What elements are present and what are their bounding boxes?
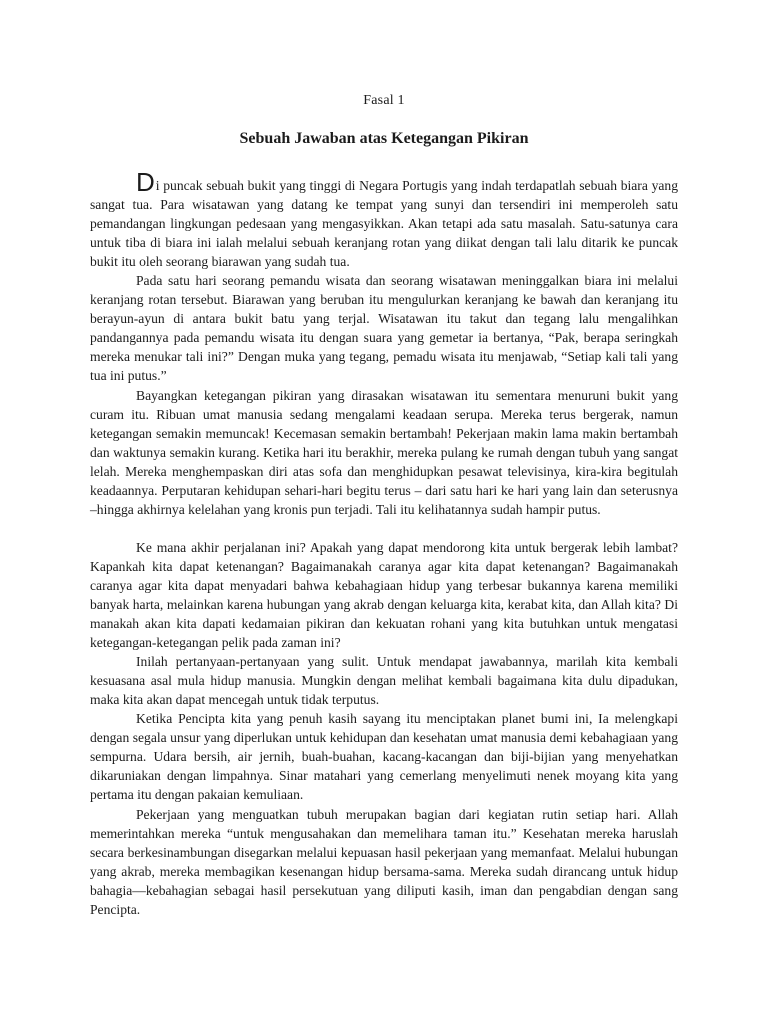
paragraph-6: Ketika Pencipta kita yang penuh kasih sayang itu menciptakan planet bumi ini, Ia melengkapi dengan segala unsur yang diperlukan untuk kehidupan dan kesehatan umat manusia demi kebahagiaan yang sempurna. Udara bersih, air jernih, buah-buahan, kacang-kacangan dan biji-bijian yang menyehatkan dikaruniakan dengan limpahnya. Sinar matahari yang cemerlang menyelimuti nenek moyang kita yang pertama itu dengan pakaian kemuliaan. <box>90 711 678 803</box>
paragraph-7: Pekerjaan yang menguatkan tubuh merupakan bagian dari kegiatan rutin setiap hari. Allah memerintahkan mereka “untuk mengusahakan dan memelihara taman itu.” Kesehatan mereka haruslah secara berkesinambungan disegarkan melalui kepuasan hasil pekerjaan yang memanfaat. Melalui hubungan yang akrab, mereka membagikan kesenangan hidup bersama-sama. Mereka sudah dirancang untuk hidup bahagia—kebahagian sebagai hasil persekutuan yang diliputi kasih, iman dan pengabdian dengan sang Pencipta. <box>90 806 678 917</box>
drop-cap-letter: D <box>136 167 155 197</box>
paragraph-5: Inilah pertanyaan-pertanyaan yang sulit. Untuk mendapat jawabannya, marilah kita kembali kesuasana asal mula hidup manusia. Mungkin dengan melihat kembali bagaimana kita dulu dipadukan, maka kita akan dapat mencegah untuk tidak terputus. <box>90 654 678 708</box>
paragraph-1 <box>90 167 678 271</box>
paragraph-1-text: i puncak sebuah bukit yang tinggi di Negara Portugis yang indah terdapatlah sebuah biara yang sangat tua. Para wisatawan yang datang ke tempat yang sunyi dan tersendiri ini memperoleh satu pemandangan lingkungan pedesaan yang mengasyikkan. Akan tetapi ada satu masalah. Satu-satunya cara untuk tiba di biara ini ialah melalui sebuah keranjang rotan yang diikat dengan tali lalu ditarik ke puncak bukit itu oleh seorang biarawan yang sudah tua. <box>90 178 678 270</box>
paragraph-2: Pada satu hari seorang pemandu wisata dan seorang wisatawan meninggalkan biara ini melalui keranjang rotan tersebut. Biarawan yang beruban itu mengulurkan keranjang ke bawah dan keranjang itu berayun-ayun di antara bukit batu yang terjal. Wisatawan itu takut dan tegang lalu mengalihkan pandangannya pada pemandu wisata itu dengan suara yang gemetar ia bertanya, “Pak, berapa seringkah mereka menukar tali ini?” Dengan muka yang tegang, pemadu wisata itu menjawab, “Setiap kali tali yang tua ini putus.” <box>90 273 678 384</box>
paragraph-3: Bayangkan ketegangan pikiran yang dirasakan wisatawan itu sementara menuruni bukit yang curam itu. Ribuan umat manusia sedang mengalami keadaan serupa. Mereka terus bergerak, namun ketegangan semakin memuncak! Kecemasan semakin bertambah! Pekerjaan makin lama makin bertambah dan waktunya semakin kurang. Ketika hari itu berakhir, mereka pulang ke rumah dengan tubuh yang sangat lelah. Mereka menghempaskan diri atas sofa dan menghidupkan pesawat televisinya, kira-kira begitulah keadaannya. Perputaran kehidupan sehari-hari begitu terus – dari satu hari ke hari yang lain dan seterusnya –hingga akhirnya kelelahan yang kronis pun terjadi. Tali itu kelihatannya sudah hampir putus. <box>90 387 678 517</box>
body-text <box>90 167 678 919</box>
chapter-label: Fasal 1 <box>363 93 405 108</box>
paragraph-4: Ke mana akhir perjalanan ini? Apakah yang dapat mendorong kita untuk bergerak lebih lambat? Kapankah kita dapat ketenangan? Bagaimanakah caranya agar kita dapat ketenangan? Bagaimanakah caranya agar kita dapat menyadari bahwa kebahagiaan hidup yang terbesar bukannya karena memiliki banyak harta, melainkan karena hubungan yang akrab dengan keluarga kita, kerabat kita, dan Allah kita? Di manakah akan kita dapati kedamaian pikiran dan kekuatan rohani yang kita butuhkan untuk mengatasi ketegangan-ketegangan pelik pada zaman ini? <box>90 539 678 651</box>
chapter-title: Sebuah Jawaban atas Ketegangan Pikiran <box>239 130 529 147</box>
